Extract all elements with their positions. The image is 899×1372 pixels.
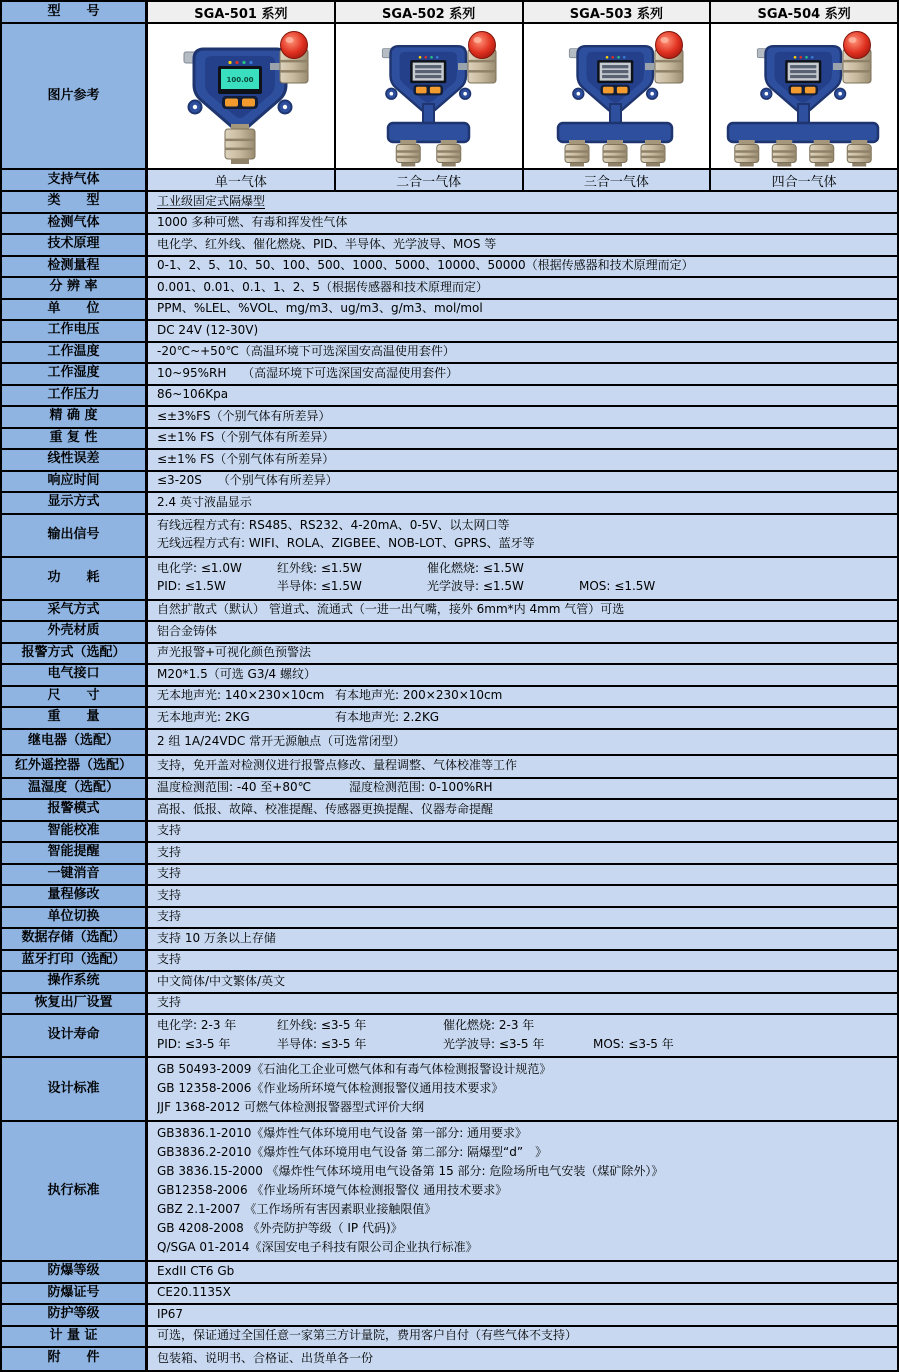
device-image-3	[522, 24, 710, 168]
value-segment: 有本地声光: 200×230×10cm	[335, 689, 503, 703]
value-line: Q/SGA 01-2014《深国安电子科技有限公司企业执行标准》	[157, 1240, 478, 1254]
value-line: 支持	[157, 824, 182, 838]
value-segment: PID: ≤1.5W	[157, 580, 226, 594]
row-value	[148, 1015, 897, 1056]
spec-row	[2, 364, 897, 386]
row-label-gas: 支持气体	[2, 170, 148, 190]
value-segment: 光学波导: ≤1.5W	[427, 580, 524, 594]
row-value	[148, 687, 897, 707]
row-value	[148, 843, 897, 863]
value-line: CE20.1135X	[157, 1286, 231, 1300]
row-label: 附 件	[2, 1348, 148, 1370]
spec-row	[2, 972, 897, 994]
gas-type-4: 四合一气体	[709, 170, 897, 190]
spec-row	[2, 601, 897, 623]
row-value	[148, 472, 897, 492]
row-value	[148, 822, 897, 842]
row-value	[148, 450, 897, 470]
row-value	[148, 972, 897, 992]
spec-row	[2, 687, 897, 709]
gas-value-cells	[148, 170, 897, 190]
row-label: 报警模式	[2, 800, 148, 820]
spec-row	[2, 472, 897, 494]
row-value	[148, 407, 897, 427]
value-line: ≤±1% FS（个别气体有所差异）	[157, 452, 335, 466]
value-line: 支持	[157, 867, 182, 881]
row-label: 继电器（选配）	[2, 730, 148, 754]
row-label: 技术原理	[2, 235, 148, 255]
spec-row	[2, 779, 897, 801]
row-value	[148, 1122, 897, 1260]
row-label: 工作压力	[2, 386, 148, 406]
spec-row	[2, 951, 897, 973]
value-line: 包装箱、说明书、合格证、出货单各一份	[157, 1351, 374, 1365]
spec-row	[2, 235, 897, 257]
row-value	[148, 886, 897, 906]
value-line	[157, 711, 897, 725]
value-line	[157, 1038, 897, 1052]
row-value	[148, 343, 897, 363]
value-line: 自然扩散式（默认） 管道式、流通式（一进一出气嘴，接外 6mm*内 4mm 气管）可选	[157, 603, 625, 617]
value-line: GBZ 2.1-2007 《工作场所有害因素职业接触限值》	[157, 1203, 437, 1217]
row-value	[148, 908, 897, 928]
value-line	[157, 689, 897, 703]
row-value	[148, 235, 897, 255]
spec-row	[2, 756, 897, 779]
value-line: 支持	[157, 888, 182, 902]
row-label: 智能校准	[2, 822, 148, 842]
row-label: 红外遥控器（选配）	[2, 756, 148, 777]
spec-row	[2, 865, 897, 887]
value-line: GB 12358-2006《作业场所环境气体检测报警仪通用技术要求》	[157, 1082, 504, 1096]
supported-gas-row	[2, 170, 897, 192]
row-value	[148, 1305, 897, 1325]
row-label: 电气接口	[2, 665, 148, 685]
value-segment: 电化学: 2-3 年	[157, 1019, 237, 1033]
gas-type-1: 单一气体	[148, 170, 334, 190]
value-line	[157, 781, 897, 795]
value-line: 可选，保证通过全国任意一家第三方计量院，费用客户自付（有些气体不支持）	[157, 1329, 578, 1343]
row-label: 报警方式（选配）	[2, 644, 148, 664]
value-line: 高报、低报、故障、校准提醒、传感器更换提醒、仪器寿命提醒	[157, 802, 494, 816]
row-label: 量程修改	[2, 886, 148, 906]
spec-rows-container	[2, 192, 897, 1370]
row-label: 一键消音	[2, 865, 148, 885]
row-label: 数据存储（选配）	[2, 929, 148, 949]
value-line: 1000 多种可燃、有毒和挥发性气体	[157, 216, 348, 230]
value-segment: 无本地声光: 140×230×10cm	[157, 689, 325, 703]
row-label: 工作温度	[2, 343, 148, 363]
model-header-row	[2, 2, 897, 24]
row-label: 操作系统	[2, 972, 148, 992]
row-value	[148, 756, 897, 777]
value-line: 2 组 1A/24VDC 常开无源触点（可选常闭型）	[157, 734, 406, 748]
row-label: 线性误差	[2, 450, 148, 470]
value-line: 支持 10 万条以上存储	[157, 931, 276, 945]
value-line: 声光报警+可视化颜色预警法	[157, 646, 312, 660]
value-line	[157, 562, 897, 576]
row-value	[148, 257, 897, 277]
value-segment: 无本地声光: 2KG	[157, 710, 250, 724]
row-value	[148, 214, 897, 234]
gas-type-3: 三合一气体	[522, 170, 710, 190]
spec-row	[2, 929, 897, 951]
value-line: 10~95%RH （高湿环境下可选深国安高湿使用套件）	[157, 366, 459, 380]
row-label: 响应时间	[2, 472, 148, 492]
value-line	[157, 580, 897, 594]
row-label: 重 量	[2, 708, 148, 728]
row-label: 功 耗	[2, 558, 148, 599]
row-value	[148, 192, 897, 212]
row-value	[148, 1348, 897, 1370]
spec-row	[2, 493, 897, 515]
spec-row	[2, 822, 897, 844]
value-segment: PID: ≤3-5 年	[157, 1037, 231, 1051]
spec-row	[2, 1122, 897, 1262]
row-label: 智能提醒	[2, 843, 148, 863]
spec-row	[2, 407, 897, 429]
row-value	[148, 1262, 897, 1282]
value-line: ≤3-20S （个别气体有所差异）	[157, 474, 338, 488]
row-value	[148, 601, 897, 621]
row-label: 设计标准	[2, 1058, 148, 1120]
value-line: 中文简体/中文繁体/英文	[157, 974, 286, 988]
row-label: 外壳材质	[2, 622, 148, 642]
spec-row	[2, 1348, 897, 1370]
row-value	[148, 951, 897, 971]
spec-row	[2, 800, 897, 822]
device-image-4	[709, 24, 897, 168]
spec-row	[2, 886, 897, 908]
value-segment: MOS: ≤3-5 年	[593, 1037, 674, 1051]
value-segment: 半导体: ≤1.5W	[277, 580, 362, 594]
value-line: -20℃~+50℃（高温环境下可选深国安高温使用套件）	[157, 345, 455, 359]
value-line: 2.4 英寸液晶显示	[157, 495, 252, 509]
model-name-1: SGA-501 系列	[148, 2, 334, 22]
value-line: 支持	[157, 845, 182, 859]
value-segment: 湿度检测范围: 0-100%RH	[349, 781, 493, 795]
value-line: 电化学、红外线、催化燃烧、PID、半导体、光学波导、MOS 等	[157, 237, 497, 251]
spec-row	[2, 515, 897, 558]
device-image-cells	[148, 24, 897, 168]
spec-row	[2, 321, 897, 343]
value-segment: 电化学: ≤1.0W	[157, 561, 242, 575]
spec-row	[2, 257, 897, 279]
row-value	[148, 364, 897, 384]
device-image-2	[334, 24, 522, 168]
image-reference-row	[2, 24, 897, 170]
value-segment: 红外线: ≤1.5W	[277, 561, 362, 575]
row-value	[148, 622, 897, 642]
row-value	[148, 665, 897, 685]
spec-row	[2, 450, 897, 472]
model-name-cells	[148, 2, 897, 22]
spec-row	[2, 300, 897, 322]
spec-row	[2, 1015, 897, 1058]
row-value	[148, 278, 897, 298]
row-label: 单位切换	[2, 908, 148, 928]
value-segment: 光学波导: ≤3-5 年	[443, 1037, 545, 1051]
row-label: 防爆等级	[2, 1262, 148, 1282]
spec-row	[2, 622, 897, 644]
value-line: ≤±1% FS（个别气体有所差异）	[157, 431, 335, 445]
row-value	[148, 386, 897, 406]
row-value	[148, 865, 897, 885]
row-label-image: 图片参考	[2, 24, 148, 168]
value-line: 无线远程方式有: WIFI、ROLA、ZIGBEE、NOB-LOT、GPRS、蓝牙等	[157, 537, 535, 551]
spec-row	[2, 429, 897, 451]
row-label: 工作湿度	[2, 364, 148, 384]
value-line: 有线远程方式有: RS485、RS232、4-20mA、0-5V、以太网口等	[157, 518, 510, 532]
spec-row	[2, 994, 897, 1016]
value-line: 支持	[157, 996, 182, 1010]
value-line: JJF 1368-2012 可燃气体检测报警器型式评价大纲	[157, 1101, 425, 1115]
row-value	[148, 644, 897, 664]
row-label: 显示方式	[2, 493, 148, 513]
value-segment: 催化燃烧: 2-3 年	[443, 1019, 535, 1033]
row-label: 恢复出厂设置	[2, 994, 148, 1014]
spec-row	[2, 558, 897, 601]
spec-row	[2, 1284, 897, 1306]
value-line: GB 50493-2009《石油化工企业可燃气体和有毒气体检测报警设计规范》	[157, 1063, 552, 1077]
row-value	[148, 779, 897, 799]
model-name-2: SGA-502 系列	[334, 2, 522, 22]
row-label: 精 确 度	[2, 407, 148, 427]
row-value	[148, 1327, 897, 1347]
row-value	[148, 515, 897, 556]
value-line: IP67	[157, 1307, 184, 1321]
row-label: 尺 寸	[2, 687, 148, 707]
value-line: PPM、%LEL、%VOL、mg/m3、ug/m3、g/m3、mol/mol	[157, 302, 483, 316]
spec-row	[2, 1305, 897, 1327]
spec-row	[2, 278, 897, 300]
spec-row	[2, 644, 897, 666]
row-label: 防爆证号	[2, 1284, 148, 1304]
row-value	[148, 1284, 897, 1304]
value-segment: 催化燃烧: ≤1.5W	[427, 561, 524, 575]
row-value	[148, 708, 897, 728]
row-label: 输出信号	[2, 515, 148, 556]
row-value	[148, 429, 897, 449]
row-value	[148, 321, 897, 341]
value-line: 支持	[157, 953, 182, 967]
row-value	[148, 994, 897, 1014]
value-segment: 半导体: ≤3-5 年	[277, 1037, 367, 1051]
row-value	[148, 929, 897, 949]
row-label: 类 型	[2, 192, 148, 212]
value-line: ≤±3%FS（个别气体有所差异）	[157, 409, 331, 423]
value-line: 工业级固定式隔爆型	[157, 194, 266, 208]
value-line: M20*1.5（可选 G3/4 螺纹）	[157, 667, 316, 681]
spec-row	[2, 908, 897, 930]
value-line: GB 4208-2008 《外壳防护等级（ IP 代码)》	[157, 1222, 403, 1236]
row-value	[148, 493, 897, 513]
value-line: 0.001、0.01、0.1、1、2、5（根据传感器和技术原理而定）	[157, 280, 489, 294]
row-label: 工作电压	[2, 321, 148, 341]
spec-row	[2, 1327, 897, 1349]
value-line: GB12358-2006 《作业场所环境气体检测报警仪 通用技术要求》	[157, 1184, 508, 1198]
row-value	[148, 1058, 897, 1120]
device-screen-reading: 100.00	[226, 76, 254, 84]
row-value	[148, 730, 897, 754]
row-label: 计 量 证	[2, 1327, 148, 1347]
model-name-3: SGA-503 系列	[522, 2, 710, 22]
value-segment: 有本地声光: 2.2KG	[335, 710, 440, 724]
spec-row	[2, 1058, 897, 1122]
value-line: 支持，免开盖对检测仪进行报警点修改、量程调整、气体校准等工作	[157, 759, 518, 773]
value-line: 支持	[157, 910, 182, 924]
spec-row	[2, 192, 897, 214]
row-label: 设计寿命	[2, 1015, 148, 1056]
row-label: 检测量程	[2, 257, 148, 277]
row-label: 蓝牙打印（选配）	[2, 951, 148, 971]
spec-row	[2, 386, 897, 408]
gas-type-2: 二合一气体	[334, 170, 522, 190]
row-label: 采气方式	[2, 601, 148, 621]
value-segment: 温度检测范围: -40 至+80℃	[157, 781, 312, 795]
value-line: GB3836.1-2010《爆炸性气体环境用电气设备 第一部分: 通用要求》	[157, 1127, 528, 1141]
spec-row	[2, 730, 897, 756]
spec-row	[2, 214, 897, 236]
row-label: 单 位	[2, 300, 148, 320]
value-segment: MOS: ≤1.5W	[579, 580, 656, 594]
spec-row	[2, 665, 897, 687]
row-label: 防护等级	[2, 1305, 148, 1325]
model-name-4: SGA-504 系列	[709, 2, 897, 22]
row-label-model: 型 号	[2, 2, 148, 22]
spec-row	[2, 1262, 897, 1284]
row-label: 检测气体	[2, 214, 148, 234]
row-label: 温湿度（选配）	[2, 779, 148, 799]
row-value	[148, 800, 897, 820]
value-line: GB 3836.15-2000 《爆炸性气体环境用电气设备第 15 部分: 危险场所电气安装（煤矿除外）》	[157, 1165, 664, 1179]
value-line: DC 24V (12-30V)	[157, 323, 259, 337]
spec-row	[2, 708, 897, 730]
value-line: 0-1、2、5、10、50、100、500、1000、5000、10000、50000（根据传感器和技术原理而定）	[157, 259, 694, 273]
value-line: 86~106Kpa	[157, 388, 229, 402]
row-label: 分 辨 率	[2, 278, 148, 298]
row-value	[148, 558, 897, 599]
spec-row	[2, 843, 897, 865]
value-line: GB3836.2-2010《爆炸性气体环境用电气设备 第二部分: 隔爆型“d” 》	[157, 1146, 548, 1160]
row-label: 执行标准	[2, 1122, 148, 1260]
value-line: ExdII CT6 Gb	[157, 1264, 235, 1278]
spec-row	[2, 343, 897, 365]
value-line	[157, 1019, 897, 1033]
device-image-1	[148, 24, 334, 168]
value-line: 铝合金铸体	[157, 624, 218, 638]
value-segment: 红外线: ≤3-5 年	[277, 1019, 367, 1033]
row-value	[148, 300, 897, 320]
row-label: 重 复 性	[2, 429, 148, 449]
